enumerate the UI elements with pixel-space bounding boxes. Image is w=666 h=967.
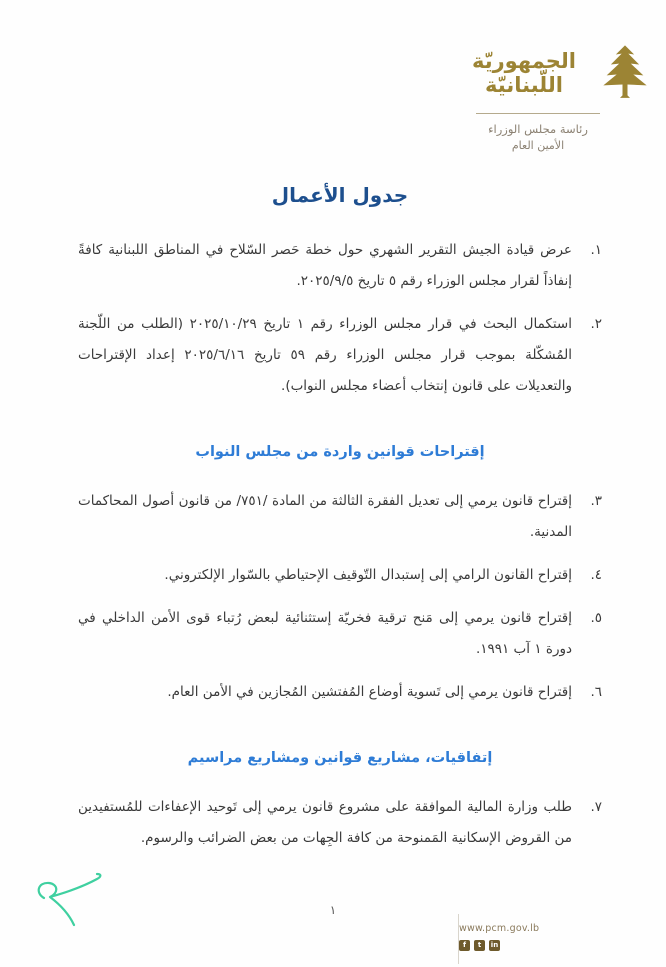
item-number: ٤. — [590, 567, 602, 583]
agenda-group — [78, 235, 602, 402]
organization-name: رئاسة مجلس الوزراء — [488, 122, 588, 136]
agenda-item — [78, 309, 602, 402]
item-text: عرض قيادة الجيش التقرير الشهري حول خطة حَصر السّلاح في المناطق اللبنانية كافةً إنفاذاً لقرار مجلس الوزراء رقم ٥ تاريخ ٢٠٢٥/٩/٥. — [78, 242, 572, 289]
item-number: ٣. — [590, 493, 602, 509]
agenda-item — [78, 560, 602, 591]
logo-divider — [476, 113, 600, 114]
agenda-item — [78, 677, 602, 708]
agenda-item — [78, 603, 602, 665]
item-number: ١. — [590, 242, 602, 258]
agenda-item — [78, 792, 602, 854]
logo-org-block — [460, 121, 616, 154]
item-number: ٢. — [590, 316, 602, 332]
agenda-item — [78, 235, 602, 297]
lebanese-republic-logo — [454, 42, 650, 154]
facebook-icon: f — [459, 940, 470, 951]
republic-line2: اللّبنانيّة — [485, 73, 563, 97]
item-number: ٦. — [590, 684, 602, 700]
twitter-icon: t — [474, 940, 485, 951]
agenda-item — [78, 486, 602, 548]
item-text: إقتراح قانون يرمي إلى مَنح ترقية فخريّة إستثنائية لبعض رُتباء قوى الأمن الداخلي في دورة ١ آب ١٩٩١. — [78, 610, 572, 657]
social-icons-row — [459, 940, 603, 951]
linkedin-icon: in — [490, 941, 499, 949]
cedar-tree-icon — [600, 42, 650, 106]
agenda-group — [78, 750, 602, 854]
item-text: طلب وزارة المالية الموافقة على مشروع قانون يرمي إلى تَوحيد الإعفاءات للمُستفيدين من القروض الإسكانية المَمنوحة من كافة الجِهات من بعض الضرائب والرسوم. — [78, 799, 572, 846]
page-number: ١ — [329, 903, 337, 917]
section-header: إتفاقيات، مشاريع قوانين ومشاريع مراسيم — [187, 750, 493, 766]
handwritten-signature-mark — [28, 866, 118, 932]
logo-emblem-row — [454, 42, 650, 106]
website-url: www.pcm.gov.lb — [459, 923, 540, 934]
section-header: إقتراحات قوانين واردة من مجلس النواب — [195, 444, 485, 460]
item-text: استكمال البحث في قرار مجلس الوزراء رقم ١ تاريخ ٢٠٢٥/١٠/٢٩ (الطلب من اللّجنة المُشكّلة بموجب قرار مجلس الوزراء رقم ٥٩ تاريخ ٢٠٢٥/٦/١٦ إعداد الإقتراحات والتعديلات على قانون إنتخاب أعضاء مجلس النواب). — [78, 316, 572, 394]
footer-block — [458, 914, 628, 964]
republic-line1: الجمهوريّة — [471, 49, 577, 74]
republic-calligraphy — [454, 50, 594, 97]
item-text: إقتراح القانون الرامي إلى إستبدال التّوقيف الإحتياطي بالسّوار الإلكتروني. — [164, 567, 572, 583]
item-text: إقتراح قانون يرمي إلى تَسوية أوضاع المُفتشين المُجازين في الأمن العام. — [167, 684, 572, 700]
item-number: ٧. — [590, 799, 602, 815]
department-name: الأمين العام — [511, 138, 565, 152]
agenda-group — [78, 444, 602, 708]
page-title: جدول الأعمال — [271, 183, 409, 207]
item-number: ٥. — [590, 610, 602, 626]
item-text: إقتراح قانون يرمي إلى تعديل الفقرة الثالثة من المادة /٧٥١/ من قانون أصول المحاكمات المدنية. — [78, 493, 572, 540]
